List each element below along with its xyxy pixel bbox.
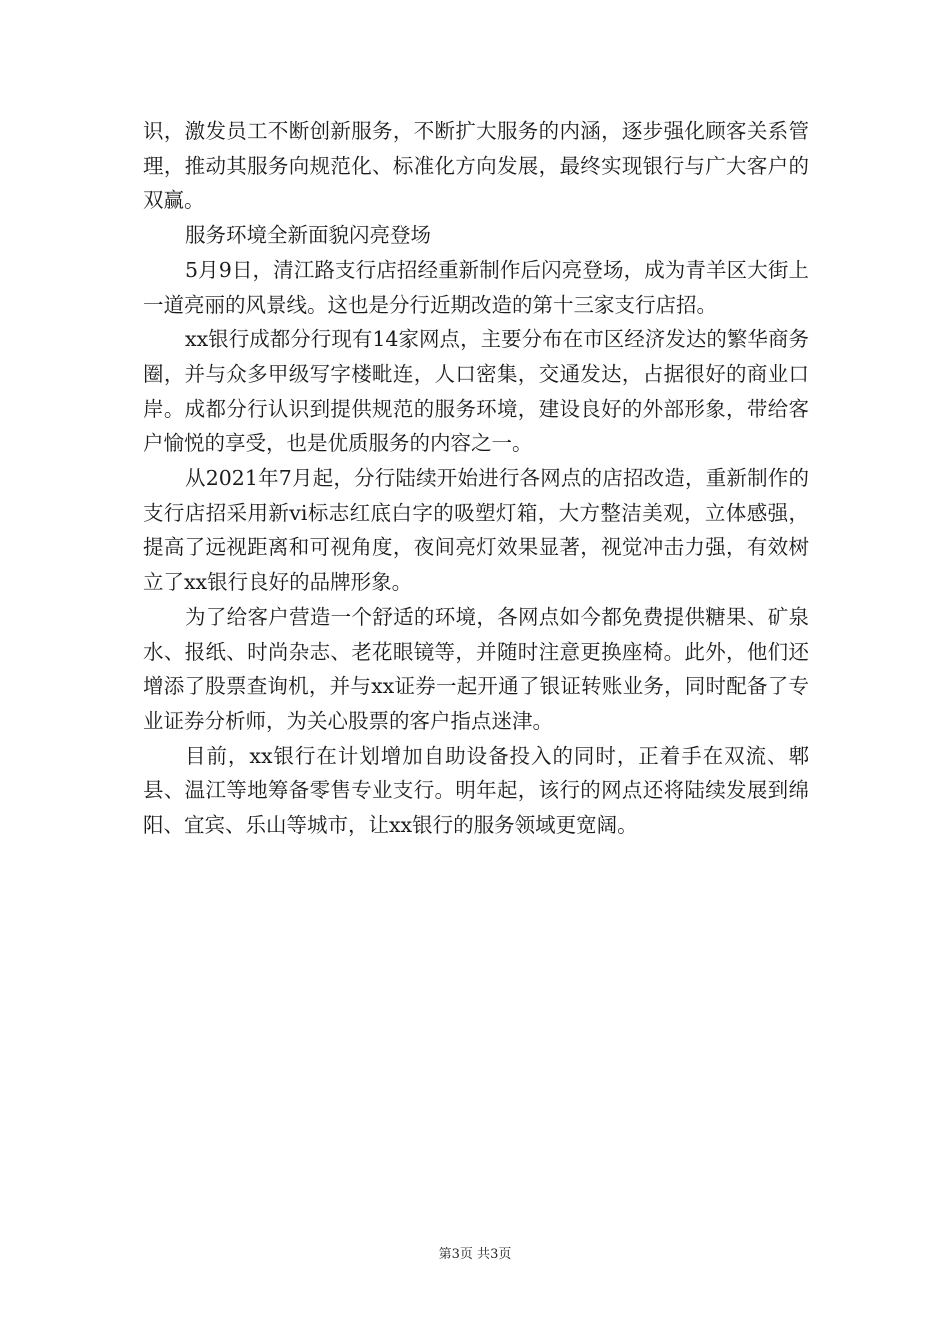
section-heading: 服务环境全新面貌闪亮登场	[185, 223, 432, 248]
page-footer	[0, 1246, 950, 1264]
paragraph-future-plans: 目前，xx银行在计划增加自助设备投入的同时，正着手在双流、郫县、温江等地筹备零售专业支行。明年起，该行的网点还将陆续发展到绵阳、宜宾、乐山等城市，让xx银行的服务领域更宽阔。	[143, 743, 809, 838]
paragraph-storefront-sign: 5月9日，清江路支行店招经重新制作后闪亮登场，成为青羊区大街上一道亮丽的风景线。这也是分行近期改造的第十三家支行店招。	[143, 257, 809, 317]
paragraph-sign-renovation: 从2021年7月起，分行陆续开始进行各网点的店招改造，重新制作的支行店招采用新vi标志红底白字的吸塑灯箱，大方整洁美观，立体感强，提高了远视距离和可视角度，夜间亮灯效果显著，视觉冲击力强，有效树立了xx银行良好的品牌形象。	[143, 466, 809, 595]
paragraph-continuation: 识，激发员工不断创新服务，不断扩大服务的内涵，逐步强化顾客关系管理，推动其服务向规范化、标准化方向发展，最终实现银行与广大客户的双赢。	[143, 119, 809, 213]
page-label-middle: 页 共	[459, 1247, 491, 1262]
paragraph-branch-network: xx银行成都分行现有14家网点，主要分布在市区经济发达的繁华商务圈，并与众多甲级写字楼毗连，人口密集，交通发达，占据很好的商业口岸。成都分行认识到提供规范的服务环境，建设良好的外部形象，带给客户愉悦的享受，也是优质服务的内容之一。	[143, 327, 809, 456]
page-label-prefix: 第	[438, 1247, 452, 1262]
page-label-suffix: 页	[498, 1247, 512, 1262]
document-body	[143, 114, 809, 843]
total-pages-number: 3	[490, 1247, 499, 1262]
paragraph-customer-comfort: 为了给客户营造一个舒适的环境，各网点如今都免费提供糖果、矿泉水、报纸、时尚杂志、老花眼镜等，并随时注意更换座椅。此外，他们还增添了股票查询机，并与xx证券一起开通了银证转账业务，同时配备了专业证券分析师，为关心股票的客户指点迷津。	[143, 604, 809, 733]
current-page-number: 3	[451, 1247, 460, 1262]
